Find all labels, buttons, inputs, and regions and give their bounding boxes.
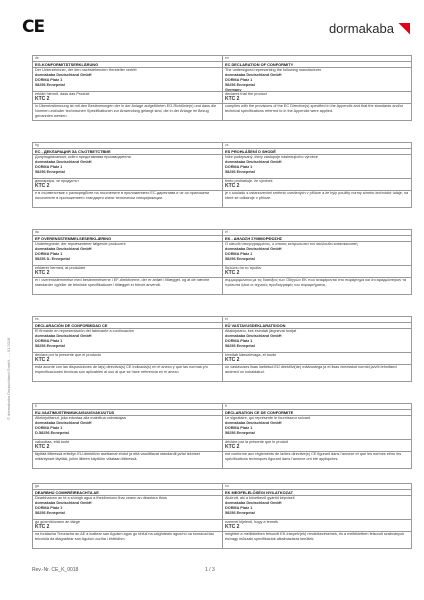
company-name: dormakaba Deutschland GmbH [35,421,92,425]
manufacturer-block [222,241,412,265]
product-block [32,352,222,364]
conformity-text: е в съответствие с разпоредбите на посочените в приложението ЕС-директиви и че са приложени посочените в приложението стандарти и/или технически спецификации. [32,190,222,208]
manufacturer-block [32,67,222,91]
company-street: DORMA Platz 1 [35,426,63,430]
company-name: dormakaba Deutschland GmbH [225,160,282,164]
company-name: dormakaba Deutschland GmbH [225,247,282,251]
declaration-block [32,316,412,382]
company-city: 58256 Ennepetal [225,170,255,174]
language-code: hu [222,483,412,489]
company-name: dormakaba Deutschland GmbH [35,160,92,164]
declaration-block [32,483,412,549]
company-city: 58256 Ennepetal [225,344,255,348]
declaration-title: DECLARATION CE DE CONFORMITE [222,409,412,415]
company-street: DORMA Platz 1 [225,506,253,510]
company-city: 58256 Ennepetal [35,83,65,87]
declares-text: declares that the product [225,92,267,96]
product-name: KTC 2 [225,524,240,530]
declares-text: tímto prohlašuje, že výrobek [225,179,273,183]
product-name: KTC 2 [225,96,240,102]
product-block [222,352,412,364]
product-block [32,439,222,451]
company-city: 58256 Ennepetal [35,344,65,348]
company-street: DORMA Platz 1 [35,252,63,256]
product-name: KTC 2 [225,270,240,276]
intro: El firmante en representación del fabricante a continuación [35,329,134,333]
declares-text: vakuuttaa, että tuote [35,440,70,444]
conformity-text: on vastavuses lisas loetletud EÜ direktiivi(de) määrustega ja et lisas nimetatud normid ja/või tehnilised andmed on kohaldatud. [222,364,412,382]
company-street: DORMA Platz 1 [35,506,63,510]
manufacturer-block [32,154,222,178]
manufacturer-block [32,241,222,265]
language-code: cs [222,142,412,148]
declares-text: δηλώνει ότι το προϊόν [225,266,262,270]
company-city: 58256 Ennepetal [35,170,65,174]
company-name: dormakaba Deutschland GmbH [35,334,92,338]
company-street: DORMA Platz 1 [225,339,253,343]
product-name: KTC 2 [35,524,50,530]
company-name: dormakaba Deutschland GmbH [225,501,282,505]
declaration-block [32,229,412,295]
intro: Undertegnede, der repræsenterer følgende producent [35,242,126,246]
company-street: DORMA Platz 1 [35,339,63,343]
declaration-title: ΕΚ - ΔΗΛΩΣΗ ΣΥΜΜΟΡΦΩΣΗΣ [222,235,412,241]
brand-logo [329,21,410,36]
intro: Dearbhaíonn an té a shínigh agus a fheidhmíonn thar ceann an déantóra thíos [35,496,167,500]
manufacturer-block [222,495,412,519]
company-street: DORMA Platz 1 [225,252,253,256]
manufacturer-block [32,495,222,519]
product-name: KTC 2 [35,357,50,363]
manufacturer-block [222,67,412,91]
language-code: fr [222,403,412,409]
language-code: bg [32,142,222,148]
intro: Le signataire, qui représente le fournisseur suivant [225,416,311,420]
product-name: KTC 2 [225,444,240,450]
language-code: ga [32,483,222,489]
company-street: DORMA Platz 1 [35,165,63,169]
company-name: dormakaba Deutschland GmbH [35,73,92,77]
declares-text: declara por la presente que el producto [35,353,102,357]
company-city: 58256 Ennepetal [35,511,65,515]
declaration-title: EC DECLARATION OF CONFORMITY [222,61,412,67]
company-name: dormakaba Deutschland GmbH [225,73,282,77]
intro: Alulírott, aki a következő gyártót képviseli [225,496,295,500]
product-block [222,265,412,277]
declaration-block [32,55,412,121]
intro: Allekirjoittanut, joka edustaa alla mainittua valmistajaa [35,416,126,420]
declaration-title: EÜ VASTAVUSDEKLARATSIOON [222,322,412,328]
declares-text: ezennel kijelenti, hogy a termék [225,520,279,524]
intro: Долуподписаният, който представлява производителя [35,155,131,159]
declaration-block [32,403,412,469]
declares-text: kinnitab käesolevaga, et toode [225,353,277,357]
declaration-title: DECLARACIÓN DE CONFORMIDAD CE [32,322,222,328]
company-name: dormakaba Deutschland GmbH [225,334,282,338]
declares-text: go gcomhlíonann an táirge [35,520,80,524]
product-block [222,519,412,531]
ce-mark: CE [22,17,45,37]
manufacturer-block [32,415,222,439]
conformity-text: täyttää liitteessä eritellyn EU-direktiivin asettamat ehdot ja että vaadittavat standardit ja/tai tekniset määritykset täyttää, joihin liitteen käyttöön viitataan liitteessä. [32,451,222,469]
language-code: el [222,229,412,235]
company-city: D-58256 Ennepetal [35,431,69,435]
intro: The undersigned representing the following manufacturer [225,68,322,72]
conformity-text: in Übereinstimmung ist mit den Bestimmungen der in der Anlage aufgeführten EG-Richtlinie(n) und dass die Normen und/oder technischen Spezifikationen zur Anwendung gelangt sind, die in der Anlage im Bezug genannten werden. [32,103,222,121]
company-city: 58256 Ennepetal [225,257,255,261]
company-name: dormakaba Deutschland GmbH [35,247,92,251]
company-street: DORMA Platz 1 [225,78,253,82]
company-city: 58256 D- Ennepetal [35,257,70,261]
language-code: en [222,55,412,61]
language-code: et [222,316,412,322]
side-note: © dormakaba Deutschland GmbH, ..., 01.2018 [6,337,11,420]
page-number: 1 / 3 [205,567,215,573]
revision-number: Rev.-Nr. CE_K_0018 [32,567,79,573]
company-city: 58256 Ennepetal [225,83,255,87]
product-block [222,439,412,451]
company-street: DORMA Platz 1 [225,165,253,169]
product-name: KTC 2 [35,270,50,276]
conformity-text: er i overensstemmelse med bestemmelserne i EF-direktiverne, der er anført i tillægget, og at de nævnte standarder og/eller de tekniske specifikationer i tillægget er blevet anvendt. [32,277,222,295]
declares-text: erklærer hermed, at produktet [35,266,86,270]
intro: Der Unterzeichner, der den nachstehenden Hersteller vertritt [35,68,137,72]
product-name: KTC 2 [35,444,50,450]
company-name: dormakaba Deutschland GmbH [225,421,282,425]
declaration-title: EG-KONFORMITÄTSERKLÄRUNG [32,61,222,67]
declaration-title: EU-VAATIMUSTENMUKAISUUSVAKUUTUS [32,409,222,415]
conformity-text: συμμορφώνεται με τις διατάξεις των Οδηγιών ΕΚ που αναφέρονται στο παράρτημα και ότι εφαρμόστηκαν τα πρότυπα ή/και οι τεχνικές προδιαγραφές του παραρτήματος. [222,277,412,295]
declaration-title: EK MEGFELELŐSÉGI NYILATKOZAT [222,489,412,495]
product-block [32,178,222,190]
product-name: KTC 2 [225,357,240,363]
manufacturer-block [222,328,412,352]
language-code: fi [32,403,222,409]
conformity-text: megfelel a mellékletben felsorolt EK-irányelv(ek) rendelkezéseinek, és a mellékletben felsorolt szabványok és/vagy műszaki specifikációk alkalmazásra kerültek. [222,531,412,549]
company-name: dormakaba Deutschland GmbH [35,501,92,505]
product-block [222,178,412,190]
declares-text: декларира, че продуктът [35,179,79,183]
intro: Ο κάτωθι υπογεγραμμένος, ο οποίος εκπροσωπεί τον ακόλουθο κατασκευαστή [225,242,358,246]
declaration-title: EF OVERENSSTEMMELSESERKLÆRING [32,235,222,241]
declaration-title: DEARBHÚ COMHRÉIREACHTA AE [32,489,222,495]
manufacturer-block [222,415,412,439]
intro: Níže podepsaný, který zastupuje následujícího výrobce [225,155,318,159]
product-block [32,91,222,103]
conformity-text: je v souladu s ustanoveními směrnic uvedených v příloze a že byly použity normy a/nebo technické údaje, na které se odkazuje v příloze. [222,190,412,208]
company-city: 58256 Ennepetal [225,511,255,515]
company-street: DORMA Platz 1 [225,426,253,430]
declares-text: déclare par la présente que le produit [225,440,288,444]
brand-mark-icon [398,23,410,35]
manufacturer-block [32,328,222,352]
product-name: KTC 2 [35,183,50,189]
company-street: DORMA Platz 1 [35,78,63,82]
conformity-text: complies with the provisions of the EC Directive(s) specified in the Appendix and that the standards and/or technical specifications referred to in the Appendix were applied. [222,103,412,121]
conformity-text: está acorde con las disposiciones de la(s) directiva(s) CE indicada(s) en el anexo y que las normas y/o especificaciones técnicas son aplicables al uso al que se hace referencia en el anexo. [32,364,222,382]
language-code: da [32,229,222,235]
conformity-text: na forálacha Treoracha an AE a luaitear san Aguisín agus go bhfuil na caighdeáin agus/nó na sonraíochtaí teicniúla dá dtagraítear san Aguisín curtha i bhfeidhm. [32,531,222,549]
brand-name: dormakaba [328,21,394,36]
product-name: KTC 2 [35,96,50,102]
language-code: de [32,55,222,61]
conformity-text: est conforme aux règlements de la/des directive(s) CE figurant dans l'annexe et que les normes et/ou les spécifications techniques figurant dans l'annexe ont été appliquées. [222,451,412,469]
company-city: 58256 Ennepetal [225,431,255,435]
intro: Allakirjutanu, kes esindab järgnevat tootjat [225,329,297,333]
declaration-block [32,142,412,208]
declaration-title: ES PROHLÁŠENÍ O SHODĚ [222,148,412,154]
declares-text: erklärt hiermit, dass das Produkt [35,92,90,96]
language-code: es [32,316,222,322]
product-block [222,91,412,103]
manufacturer-block [222,154,412,178]
declaration-title: ЕС - ДЕКЛАРАЦИЯ ЗА СЪОТВЕТСТВИЕ [32,148,222,154]
company-country: Germany [225,88,242,91]
product-block [32,265,222,277]
product-block [32,519,222,531]
product-name: KTC 2 [225,183,240,189]
